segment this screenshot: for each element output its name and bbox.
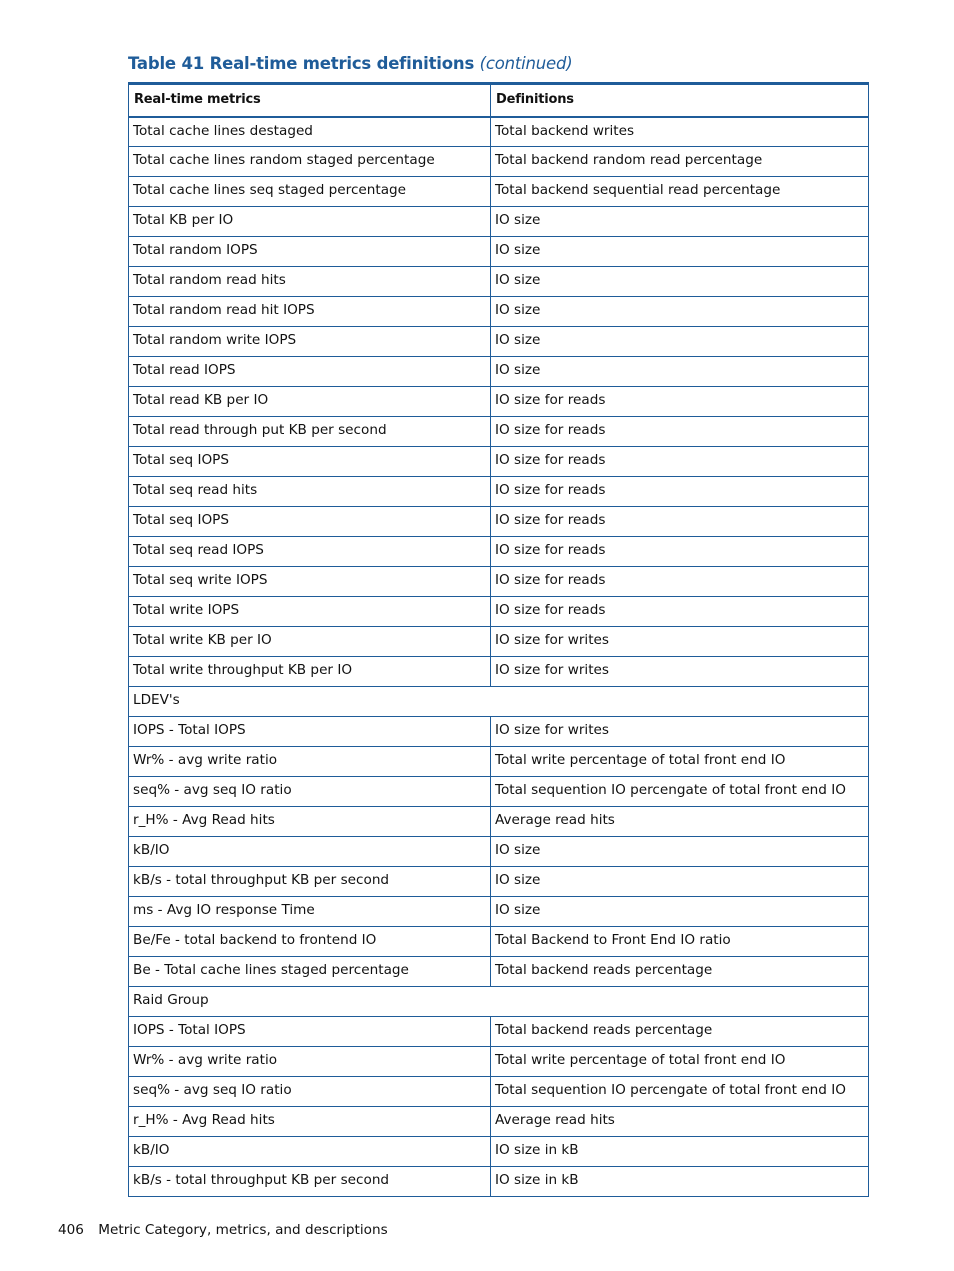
- table-row: [129, 537, 869, 567]
- metric-cell: Total read KB per IO: [129, 387, 491, 417]
- definition-cell: Total backend reads percentage: [491, 957, 869, 987]
- definition-cell: IO size for reads: [491, 597, 869, 627]
- metric-cell: kB/IO: [129, 837, 491, 867]
- definition-cell: IO size: [491, 357, 869, 387]
- metric-cell: kB/s - total throughput KB per second: [129, 867, 491, 897]
- metric-cell: Total seq read hits: [129, 477, 491, 507]
- definition-cell: IO size for reads: [491, 507, 869, 537]
- metric-cell: Total write KB per IO: [129, 627, 491, 657]
- metric-cell: Total cache lines seq staged percentage: [129, 177, 491, 207]
- definition-cell: Total sequention IO percengate of total front end IO: [491, 777, 869, 807]
- metric-cell: Total random write IOPS: [129, 327, 491, 357]
- definition-cell: IO size for reads: [491, 477, 869, 507]
- metric-cell: Total seq IOPS: [129, 447, 491, 477]
- definition-cell: IO size for reads: [491, 537, 869, 567]
- definition-cell: IO size: [491, 297, 869, 327]
- metric-cell: seq% - avg seq IO ratio: [129, 777, 491, 807]
- section-label-cell: LDEV's: [129, 687, 869, 717]
- definition-cell: IO size: [491, 207, 869, 237]
- definition-cell: IO size: [491, 897, 869, 927]
- definition-cell: Total write percentage of total front end IO: [491, 1047, 869, 1077]
- metric-cell: Total seq write IOPS: [129, 567, 491, 597]
- table-row: [129, 747, 869, 777]
- metric-cell: Total seq IOPS: [129, 507, 491, 537]
- definition-cell: IO size: [491, 267, 869, 297]
- table-row: [129, 807, 869, 837]
- table-row: [129, 897, 869, 927]
- table-row: [129, 1017, 869, 1047]
- table-row: [129, 357, 869, 387]
- definition-cell: IO size for writes: [491, 627, 869, 657]
- table-row: [129, 627, 869, 657]
- table-row: [129, 267, 869, 297]
- table-row: [129, 717, 869, 747]
- definition-cell: Average read hits: [491, 807, 869, 837]
- definition-cell: IO size in kB: [491, 1167, 869, 1197]
- definition-cell: Average read hits: [491, 1107, 869, 1137]
- definition-cell: IO size for reads: [491, 567, 869, 597]
- definition-cell: Total Backend to Front End IO ratio: [491, 927, 869, 957]
- metric-cell: ms - Avg IO response Time: [129, 897, 491, 927]
- definition-cell: Total sequention IO percengate of total front end IO: [491, 1077, 869, 1107]
- table-row: [129, 327, 869, 357]
- table-row: [129, 447, 869, 477]
- definition-cell: IO size: [491, 837, 869, 867]
- metric-cell: Wr% - avg write ratio: [129, 1047, 491, 1077]
- table-row: [129, 177, 869, 207]
- definition-cell: Total write percentage of total front end IO: [491, 747, 869, 777]
- metric-cell: Total cache lines destaged: [129, 117, 491, 147]
- table-row: [129, 567, 869, 597]
- metric-cell: kB/s - total throughput KB per second: [129, 1167, 491, 1197]
- metric-cell: IOPS - Total IOPS: [129, 717, 491, 747]
- definition-cell: IO size in kB: [491, 1137, 869, 1167]
- table-row: [129, 1167, 869, 1197]
- metric-cell: Total cache lines random staged percentage: [129, 147, 491, 177]
- section-label-cell: Raid Group: [129, 987, 869, 1017]
- definition-cell: IO size for writes: [491, 657, 869, 687]
- table-row: [129, 1077, 869, 1107]
- metric-cell: Total read through put KB per second: [129, 417, 491, 447]
- table-row: [129, 957, 869, 987]
- definition-cell: IO size for reads: [491, 387, 869, 417]
- table-row: [129, 477, 869, 507]
- metric-cell: r_H% - Avg Read hits: [129, 1107, 491, 1137]
- table-row: [129, 147, 869, 177]
- table-row: [129, 417, 869, 447]
- metric-cell: seq% - avg seq IO ratio: [129, 1077, 491, 1107]
- definition-cell: Total backend sequential read percentage: [491, 177, 869, 207]
- page-number: 406: [58, 1222, 84, 1238]
- definition-cell: Total backend reads percentage: [491, 1017, 869, 1047]
- definition-cell: Total backend writes: [491, 117, 869, 147]
- metric-cell: Total random read hits: [129, 267, 491, 297]
- table-row: [129, 837, 869, 867]
- column-header-definitions: Definitions: [491, 84, 869, 117]
- table-row: [129, 927, 869, 957]
- table-row: [129, 657, 869, 687]
- definition-cell: IO size for writes: [491, 717, 869, 747]
- metric-cell: Total random read hit IOPS: [129, 297, 491, 327]
- metric-cell: Total random IOPS: [129, 237, 491, 267]
- definition-cell: IO size: [491, 327, 869, 357]
- table-row: [129, 1137, 869, 1167]
- metric-cell: Total write throughput KB per IO: [129, 657, 491, 687]
- table-body: [129, 117, 869, 1197]
- table-section-row: [129, 987, 869, 1017]
- metric-cell: Be/Fe - total backend to frontend IO: [129, 927, 491, 957]
- table-row: [129, 237, 869, 267]
- table-row: [129, 117, 869, 147]
- table-caption-continued: (continued): [479, 54, 573, 73]
- metric-cell: kB/IO: [129, 1137, 491, 1167]
- metric-cell: r_H% - Avg Read hits: [129, 807, 491, 837]
- table-caption: [128, 54, 573, 73]
- table-section-row: [129, 687, 869, 717]
- metric-cell: Wr% - avg write ratio: [129, 747, 491, 777]
- table-row: [129, 1047, 869, 1077]
- metric-cell: Total read IOPS: [129, 357, 491, 387]
- definition-cell: IO size: [491, 237, 869, 267]
- column-header-metrics: Real-time metrics: [129, 84, 491, 117]
- metrics-definitions-table: [128, 82, 869, 1197]
- definition-cell: IO size: [491, 867, 869, 897]
- table-row: [129, 1107, 869, 1137]
- definition-cell: IO size for reads: [491, 447, 869, 477]
- table-row: [129, 597, 869, 627]
- definition-cell: IO size for reads: [491, 417, 869, 447]
- metric-cell: Total write IOPS: [129, 597, 491, 627]
- metric-cell: IOPS - Total IOPS: [129, 1017, 491, 1047]
- table-header-row: [129, 84, 869, 117]
- metric-cell: Be - Total cache lines staged percentage: [129, 957, 491, 987]
- page-footer: [58, 1222, 388, 1238]
- table-row: [129, 387, 869, 417]
- table-row: [129, 507, 869, 537]
- table-row: [129, 867, 869, 897]
- definition-cell: Total backend random read percentage: [491, 147, 869, 177]
- table-row: [129, 207, 869, 237]
- table-row: [129, 777, 869, 807]
- table-caption-title: Table 41 Real-time metrics definitions: [128, 54, 475, 73]
- metric-cell: Total KB per IO: [129, 207, 491, 237]
- footer-section-title: Metric Category, metrics, and descriptions: [98, 1222, 388, 1238]
- table-row: [129, 297, 869, 327]
- metric-cell: Total seq read IOPS: [129, 537, 491, 567]
